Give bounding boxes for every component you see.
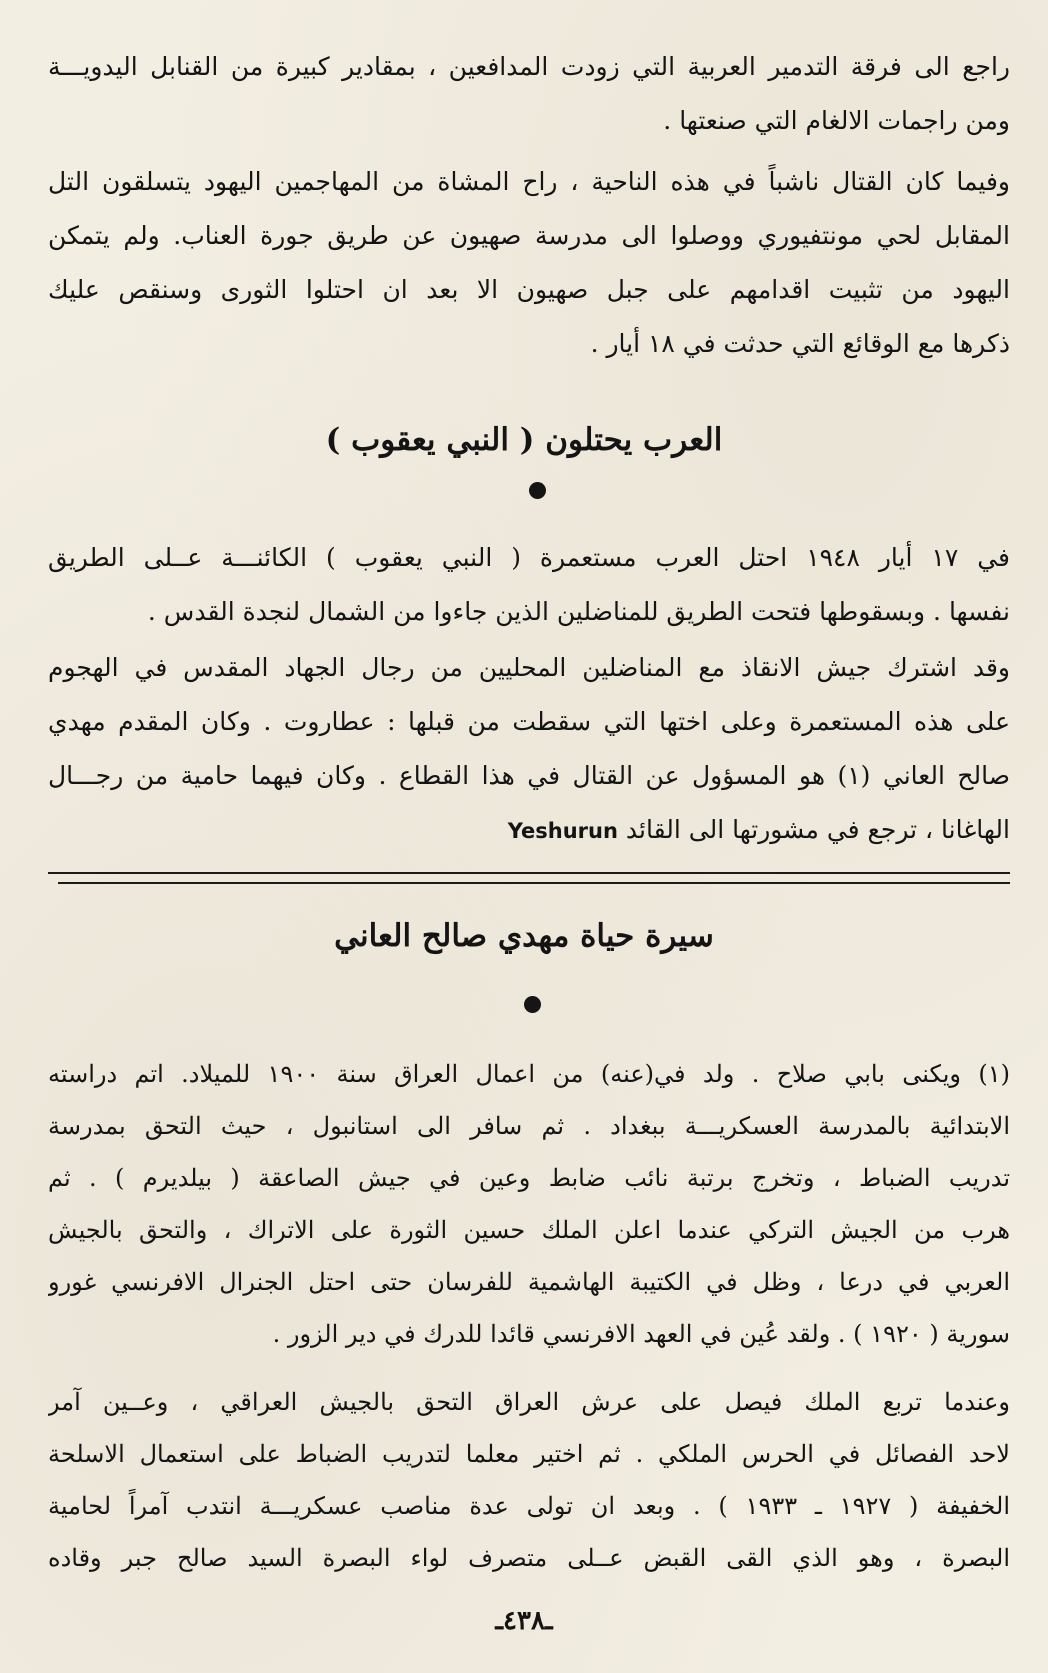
text-line: الابتدائية بالمدرسة العسكريـــة ببغداد . ثم سافر الى استانبول ، حيث التحق بمدرسة	[48, 1112, 1010, 1140]
page-number: ـ٤٣٨ـ	[495, 1606, 553, 1636]
footnote-heading: سيرة حياة مهدي صالح العاني	[334, 918, 714, 954]
text-line: صالح العاني (١) هو المسؤول عن القتال في هذا القطاع . وكان فيهما حامية من رجـــال	[48, 761, 1010, 790]
text-line: ذكرها مع الوقائع التي حدثت في ١٨ أيار .	[590, 329, 1010, 358]
text-line: لاحد الفصائل في الحرس الملكي . ثم اختير معلما لتدريب الضباط على استعمال الاسلحة	[48, 1440, 1010, 1468]
footnote-separator	[48, 872, 1010, 874]
text-line: في ١٧ أيار ١٩٤٨ احتل العرب مستعمرة ( النبي يعقوب ) الكائنـــة عــلى الطريق	[48, 543, 1010, 572]
text-line: سورية ( ١٩٢٠ ) . ولقد عُين في العهد الافرنسي قائدا للدرك في دير الزور .	[272, 1320, 1010, 1348]
paragraph-continuation	[48, 40, 1010, 148]
paragraph	[48, 531, 1010, 639]
footnote-paragraph	[48, 1376, 1010, 1584]
paragraph	[48, 641, 1010, 857]
text-line	[48, 803, 1010, 857]
text-line: البصرة ، وهو الذي القى القبض عــلى متصرف لواء البصرة السيد صالح جبر وقاده	[48, 1544, 1010, 1572]
text-line: تدريب الضباط ، وتخرج برتبة نائب ضابط وعين في جيش الصاعقة ( بيلديرم ) . ثم	[48, 1164, 1010, 1192]
section-heading: العرب يحتلون ( النبي يعقوب )	[325, 422, 723, 458]
heading-ornament-dot	[524, 996, 541, 1013]
paragraph	[48, 155, 1010, 371]
text-line: وفيما كان القتال ناشباً في هذه الناحية ، راح المشاة من المهاجمين اليهود يتسلقون التل	[48, 167, 1010, 196]
text-line: ومن راجمات الالغام التي صنعتها .	[663, 106, 1010, 135]
text-line: المقابل لحي مونتفيوري ووصلوا الى مدرسة صهيون عن طريق جورة العناب. ولم يتمكن	[48, 221, 1010, 250]
text-line: وقد اشترك جيش الانقاذ مع المناضلين المحليين من رجال الجهاد المقدس في الهجوم	[48, 653, 1010, 682]
latin-name: Yeshurun	[507, 819, 618, 843]
heading-ornament-dot	[529, 482, 546, 499]
text-line: هرب من الجيش التركي عندما اعلن الملك حسين الثورة على الاتراك ، والتحق بالجيش	[48, 1216, 1010, 1244]
text-line: نفسها . وبسقوطها فتحت الطريق للمناضلين الذين جاءوا من الشمال لنجدة القدس .	[147, 597, 1010, 626]
text-line: (١) ويكنى بابي صلاح . ولد في(عنه) من اعمال العراق سنة ١٩٠٠ للميلاد. اتم دراسته	[48, 1060, 1010, 1088]
footnote-separator-thin	[58, 882, 1010, 884]
text-line: راجع الى فرقة التدمير العربية التي زودت المدافعين ، بمقادير كبيرة من القنابل اليدويـــة	[48, 52, 1010, 81]
text-line: على هذه المستعمرة وعلى اختها التي سقطت من قبلها : عطاروت . وكان المقدم مهدي	[48, 707, 1010, 736]
footnote-paragraph	[48, 1048, 1010, 1360]
text-line: وعندما تربع الملك فيصل على عرش العراق التحق بالجيش العراقي ، وعــين آمر	[48, 1388, 1010, 1416]
text-line: العربي في درعا ، وظل في الكتيبة الهاشمية للفرسان حتى احتل الجنرال الافرنسي غورو	[48, 1268, 1010, 1296]
text-line: اليهود من تثبيت اقدامهم على جبل صهيون الا بعد ان احتلوا الثورى وسنقص عليك	[48, 275, 1010, 304]
text-segment: الهاغانا ، ترجع في مشورتها الى القائد	[625, 815, 1010, 844]
text-line: الخفيفة ( ١٩٢٧ ـ ١٩٣٣ ) . وبعد ان تولى عدة مناصب عسكريـــة انتدب آمراً لحامية	[48, 1492, 1010, 1520]
